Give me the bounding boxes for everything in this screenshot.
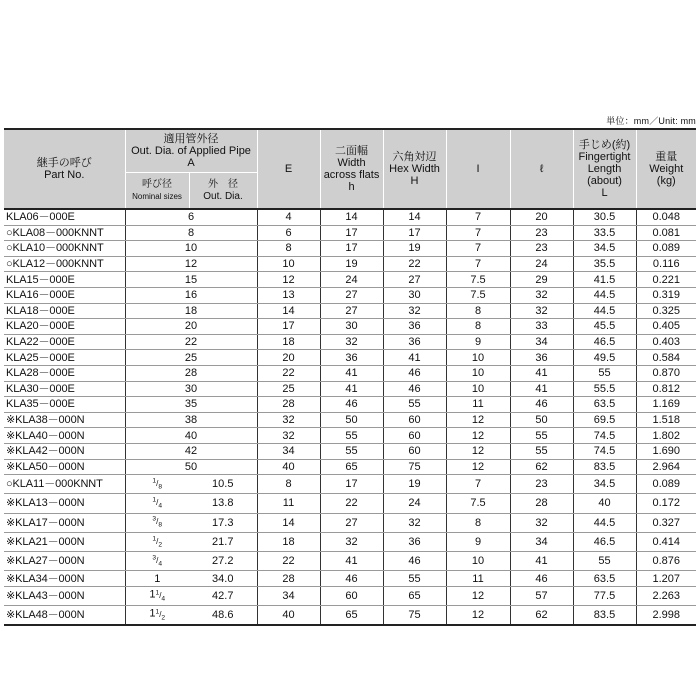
out-dia-cell: 48.6 <box>189 606 257 626</box>
part-number-cell: ※KLA43－000N <box>4 586 125 605</box>
weight-cell: 0.405 <box>636 319 696 335</box>
width-across-flats-cell: 41 <box>320 552 383 571</box>
part-number-cell: KLA06－000E <box>4 209 125 225</box>
fingertight-length-cell: 77.5 <box>573 586 636 605</box>
weight-cell: 2.964 <box>636 459 696 475</box>
fingertight-length-cell: 74.5 <box>573 443 636 459</box>
i-cell: 7 <box>446 475 510 494</box>
width-across-flats-cell: 36 <box>320 350 383 366</box>
fingertight-length-cell: 63.5 <box>573 397 636 413</box>
width-across-flats-cell: 24 <box>320 272 383 288</box>
i-cell: 10 <box>446 552 510 571</box>
ell-cell: 62 <box>510 459 573 475</box>
width-across-flats-cell: 19 <box>320 256 383 272</box>
table-row <box>4 397 696 413</box>
ell-cell: 46 <box>510 397 573 413</box>
weight-cell: 1.802 <box>636 428 696 444</box>
table-row <box>4 571 696 587</box>
header-hex-width: 六角対辺 Hex Width H <box>383 129 446 209</box>
pipe-od-cell: 42 <box>125 443 257 459</box>
weight-cell: 0.876 <box>636 552 696 571</box>
table-row <box>4 334 696 350</box>
part-number-cell: KLA22－000E <box>4 334 125 350</box>
ell-cell: 50 <box>510 412 573 428</box>
weight-cell: 2.998 <box>636 606 696 626</box>
pipe-od-cell: 35 <box>125 397 257 413</box>
e-cell: 10 <box>257 256 320 272</box>
part-number-cell: ○KLA10－000KNNT <box>4 241 125 257</box>
width-across-flats-cell: 46 <box>320 397 383 413</box>
ell-cell: 32 <box>510 513 573 532</box>
width-across-flats-cell: 65 <box>320 459 383 475</box>
ell-cell: 34 <box>510 532 573 551</box>
ell-cell: 36 <box>510 350 573 366</box>
part-number-cell: ※KLA13－000N <box>4 494 125 513</box>
pipe-od-cell: 8 <box>125 225 257 241</box>
i-cell: 12 <box>446 606 510 626</box>
ell-cell: 28 <box>510 494 573 513</box>
table-row <box>4 241 696 257</box>
hex-width-cell: 60 <box>383 428 446 444</box>
fingertight-length-cell: 55 <box>573 552 636 571</box>
spec-table <box>4 128 696 626</box>
i-cell: 9 <box>446 532 510 551</box>
i-cell: 11 <box>446 397 510 413</box>
fingertight-length-cell: 63.5 <box>573 571 636 587</box>
table-row <box>4 532 696 551</box>
part-number-cell: KLA35－000E <box>4 397 125 413</box>
fingertight-length-cell: 34.5 <box>573 241 636 257</box>
i-cell: 11 <box>446 571 510 587</box>
i-cell: 12 <box>446 412 510 428</box>
e-cell: 22 <box>257 552 320 571</box>
e-cell: 32 <box>257 428 320 444</box>
i-cell: 7.5 <box>446 272 510 288</box>
header-applied-pipe: 適用管外径 Out. Dia. of Applied Pipe A <box>125 129 257 173</box>
ell-cell: 41 <box>510 381 573 397</box>
nominal-size-cell: $^1/_4$ <box>125 494 189 513</box>
table-row <box>4 365 696 381</box>
e-cell: 22 <box>257 365 320 381</box>
weight-cell: 1.207 <box>636 571 696 587</box>
hex-width-cell: 60 <box>383 412 446 428</box>
nominal-size-cell: $1^1/_2$ <box>125 606 189 626</box>
fingertight-length-cell: 44.5 <box>573 513 636 532</box>
i-cell: 7 <box>446 256 510 272</box>
i-cell: 7.5 <box>446 494 510 513</box>
part-number-cell: KLA30－000E <box>4 381 125 397</box>
ell-cell: 23 <box>510 241 573 257</box>
table-row <box>4 381 696 397</box>
width-across-flats-cell: 41 <box>320 365 383 381</box>
fingertight-length-cell: 74.5 <box>573 428 636 444</box>
pipe-od-cell: 6 <box>125 209 257 225</box>
e-cell: 34 <box>257 443 320 459</box>
hex-width-cell: 36 <box>383 319 446 335</box>
e-cell: 11 <box>257 494 320 513</box>
table-row <box>4 287 696 303</box>
width-across-flats-cell: 41 <box>320 381 383 397</box>
part-number-cell: ○KLA08－000KNNT <box>4 225 125 241</box>
e-cell: 18 <box>257 532 320 551</box>
width-across-flats-cell: 17 <box>320 475 383 494</box>
hex-width-cell: 22 <box>383 256 446 272</box>
e-cell: 28 <box>257 571 320 587</box>
hex-width-cell: 36 <box>383 532 446 551</box>
nominal-size-cell: $^3/_4$ <box>125 552 189 571</box>
weight-cell: 0.414 <box>636 532 696 551</box>
hex-width-cell: 75 <box>383 459 446 475</box>
ell-cell: 23 <box>510 475 573 494</box>
i-cell: 7 <box>446 225 510 241</box>
hex-width-cell: 60 <box>383 443 446 459</box>
part-number-cell: KLA28－000E <box>4 365 125 381</box>
e-cell: 8 <box>257 241 320 257</box>
i-cell: 8 <box>446 303 510 319</box>
hex-width-cell: 30 <box>383 287 446 303</box>
part-number-cell: KLA20－000E <box>4 319 125 335</box>
fingertight-length-cell: 55.5 <box>573 381 636 397</box>
i-cell: 10 <box>446 365 510 381</box>
hex-width-cell: 55 <box>383 571 446 587</box>
hex-width-cell: 17 <box>383 225 446 241</box>
pipe-od-cell: 12 <box>125 256 257 272</box>
header-part-no: 継手の呼び Part No. <box>4 129 125 209</box>
table-row <box>4 272 696 288</box>
weight-cell: 0.325 <box>636 303 696 319</box>
i-cell: 12 <box>446 586 510 605</box>
pipe-od-cell: 25 <box>125 350 257 366</box>
pipe-od-cell: 28 <box>125 365 257 381</box>
width-across-flats-cell: 17 <box>320 225 383 241</box>
nominal-size-cell: $^1/_2$ <box>125 532 189 551</box>
width-across-flats-cell: 14 <box>320 209 383 225</box>
e-cell: 8 <box>257 475 320 494</box>
table-row <box>4 303 696 319</box>
header-weight: 重量 Weight (kg) <box>636 129 696 209</box>
table-row <box>4 412 696 428</box>
part-number-cell: ※KLA38－000N <box>4 412 125 428</box>
hex-width-cell: 65 <box>383 586 446 605</box>
table-row <box>4 606 696 626</box>
pipe-od-cell: 38 <box>125 412 257 428</box>
e-cell: 40 <box>257 459 320 475</box>
part-number-cell: KLA16－000E <box>4 287 125 303</box>
fingertight-length-cell: 49.5 <box>573 350 636 366</box>
part-number-cell: ※KLA40－000N <box>4 428 125 444</box>
e-cell: 12 <box>257 272 320 288</box>
i-cell: 10 <box>446 381 510 397</box>
ell-cell: 24 <box>510 256 573 272</box>
table-row <box>4 256 696 272</box>
hex-width-cell: 24 <box>383 494 446 513</box>
e-cell: 14 <box>257 513 320 532</box>
i-cell: 12 <box>446 443 510 459</box>
i-cell: 9 <box>446 334 510 350</box>
part-number-cell: ※KLA50－000N <box>4 459 125 475</box>
part-number-cell: KLA18－000E <box>4 303 125 319</box>
pipe-od-cell: 10 <box>125 241 257 257</box>
width-across-flats-cell: 60 <box>320 586 383 605</box>
fingertight-length-cell: 33.5 <box>573 225 636 241</box>
header-nominal-sizes: 呼び径 Nominal sizes <box>125 173 189 210</box>
pipe-od-cell: 22 <box>125 334 257 350</box>
fingertight-length-cell: 40 <box>573 494 636 513</box>
ell-cell: 41 <box>510 552 573 571</box>
fingertight-length-cell: 30.5 <box>573 209 636 225</box>
out-dia-cell: 13.8 <box>189 494 257 513</box>
width-across-flats-cell: 32 <box>320 532 383 551</box>
ell-cell: 55 <box>510 428 573 444</box>
part-number-cell: ○KLA12－000KNNT <box>4 256 125 272</box>
table-row <box>4 209 696 225</box>
width-across-flats-cell: 17 <box>320 241 383 257</box>
fingertight-length-cell: 45.5 <box>573 319 636 335</box>
fingertight-length-cell: 46.5 <box>573 334 636 350</box>
hex-width-cell: 46 <box>383 365 446 381</box>
table-row <box>4 494 696 513</box>
nominal-size-cell: $1^1/_4$ <box>125 586 189 605</box>
out-dia-cell: 34.0 <box>189 571 257 587</box>
i-cell: 12 <box>446 428 510 444</box>
part-number-cell: ※KLA42－000N <box>4 443 125 459</box>
weight-cell: 0.870 <box>636 365 696 381</box>
ell-cell: 46 <box>510 571 573 587</box>
table-row <box>4 513 696 532</box>
width-across-flats-cell: 22 <box>320 494 383 513</box>
header-ell: ℓ <box>510 129 573 209</box>
weight-cell: 0.812 <box>636 381 696 397</box>
hex-width-cell: 46 <box>383 552 446 571</box>
width-across-flats-cell: 27 <box>320 287 383 303</box>
part-number-cell: ※KLA27－000N <box>4 552 125 571</box>
nominal-size-cell: $^3/_8$ <box>125 513 189 532</box>
i-cell: 10 <box>446 350 510 366</box>
part-number-cell: KLA15－000E <box>4 272 125 288</box>
table-row <box>4 459 696 475</box>
table-row <box>4 552 696 571</box>
weight-cell: 0.172 <box>636 494 696 513</box>
i-cell: 8 <box>446 513 510 532</box>
e-cell: 13 <box>257 287 320 303</box>
out-dia-cell: 17.3 <box>189 513 257 532</box>
part-number-cell: ○KLA11－000KNNT <box>4 475 125 494</box>
part-number-cell: ※KLA17－000N <box>4 513 125 532</box>
weight-cell: 1.169 <box>636 397 696 413</box>
e-cell: 17 <box>257 319 320 335</box>
nominal-size-cell: 1 <box>125 571 189 587</box>
fingertight-length-cell: 83.5 <box>573 459 636 475</box>
e-cell: 20 <box>257 350 320 366</box>
weight-cell: 0.116 <box>636 256 696 272</box>
header-i: I <box>446 129 510 209</box>
fingertight-length-cell: 34.5 <box>573 475 636 494</box>
fingertight-length-cell: 69.5 <box>573 412 636 428</box>
weight-cell: 0.221 <box>636 272 696 288</box>
table-row <box>4 443 696 459</box>
hex-width-cell: 75 <box>383 606 446 626</box>
ell-cell: 32 <box>510 287 573 303</box>
part-number-cell: ※KLA34－000N <box>4 571 125 587</box>
hex-width-cell: 19 <box>383 475 446 494</box>
hex-width-cell: 41 <box>383 350 446 366</box>
weight-cell: 2.263 <box>636 586 696 605</box>
ell-cell: 32 <box>510 303 573 319</box>
weight-cell: 0.327 <box>636 513 696 532</box>
table-row <box>4 350 696 366</box>
ell-cell: 62 <box>510 606 573 626</box>
e-cell: 14 <box>257 303 320 319</box>
fingertight-length-cell: 35.5 <box>573 256 636 272</box>
hex-width-cell: 14 <box>383 209 446 225</box>
weight-cell: 1.690 <box>636 443 696 459</box>
header-e: E <box>257 129 320 209</box>
ell-cell: 20 <box>510 209 573 225</box>
hex-width-cell: 32 <box>383 513 446 532</box>
width-across-flats-cell: 30 <box>320 319 383 335</box>
weight-cell: 0.081 <box>636 225 696 241</box>
hex-width-cell: 46 <box>383 381 446 397</box>
fingertight-length-cell: 44.5 <box>573 303 636 319</box>
e-cell: 6 <box>257 225 320 241</box>
header-out-dia: 外 径 Out. Dia. <box>189 173 257 210</box>
width-across-flats-cell: 27 <box>320 513 383 532</box>
pipe-od-cell: 40 <box>125 428 257 444</box>
i-cell: 12 <box>446 459 510 475</box>
fingertight-length-cell: 41.5 <box>573 272 636 288</box>
out-dia-cell: 42.7 <box>189 586 257 605</box>
ell-cell: 55 <box>510 443 573 459</box>
table-row <box>4 225 696 241</box>
table-row <box>4 586 696 605</box>
weight-cell: 1.518 <box>636 412 696 428</box>
pipe-od-cell: 20 <box>125 319 257 335</box>
header-fingertight-length: 手じめ(約) Fingertight Length (about) L <box>573 129 636 209</box>
pipe-od-cell: 18 <box>125 303 257 319</box>
unit-label: 単位：mm／Unit: mm <box>606 116 696 126</box>
e-cell: 25 <box>257 381 320 397</box>
width-across-flats-cell: 32 <box>320 334 383 350</box>
e-cell: 4 <box>257 209 320 225</box>
fingertight-length-cell: 55 <box>573 365 636 381</box>
width-across-flats-cell: 65 <box>320 606 383 626</box>
fingertight-length-cell: 46.5 <box>573 532 636 551</box>
pipe-od-cell: 15 <box>125 272 257 288</box>
hex-width-cell: 36 <box>383 334 446 350</box>
hex-width-cell: 27 <box>383 272 446 288</box>
ell-cell: 23 <box>510 225 573 241</box>
e-cell: 40 <box>257 606 320 626</box>
ell-cell: 29 <box>510 272 573 288</box>
ell-cell: 34 <box>510 334 573 350</box>
pipe-od-cell: 16 <box>125 287 257 303</box>
nominal-size-cell: $^1/_8$ <box>125 475 189 494</box>
part-number-cell: ※KLA21－000N <box>4 532 125 551</box>
fingertight-length-cell: 44.5 <box>573 287 636 303</box>
i-cell: 7 <box>446 241 510 257</box>
part-number-cell: KLA25－000E <box>4 350 125 366</box>
spec-table-body <box>4 209 696 625</box>
width-across-flats-cell: 50 <box>320 412 383 428</box>
weight-cell: 0.319 <box>636 287 696 303</box>
fingertight-length-cell: 83.5 <box>573 606 636 626</box>
hex-width-cell: 55 <box>383 397 446 413</box>
e-cell: 34 <box>257 586 320 605</box>
out-dia-cell: 10.5 <box>189 475 257 494</box>
e-cell: 32 <box>257 412 320 428</box>
i-cell: 8 <box>446 319 510 335</box>
i-cell: 7.5 <box>446 287 510 303</box>
ell-cell: 41 <box>510 365 573 381</box>
weight-cell: 0.048 <box>636 209 696 225</box>
table-row <box>4 428 696 444</box>
pipe-od-cell: 50 <box>125 459 257 475</box>
width-across-flats-cell: 55 <box>320 428 383 444</box>
hex-width-cell: 32 <box>383 303 446 319</box>
weight-cell: 0.089 <box>636 241 696 257</box>
header-width-across-flats: 二面幅 Width across flats h <box>320 129 383 209</box>
weight-cell: 0.403 <box>636 334 696 350</box>
ell-cell: 57 <box>510 586 573 605</box>
e-cell: 28 <box>257 397 320 413</box>
width-across-flats-cell: 46 <box>320 571 383 587</box>
out-dia-cell: 27.2 <box>189 552 257 571</box>
weight-cell: 0.089 <box>636 475 696 494</box>
width-across-flats-cell: 27 <box>320 303 383 319</box>
out-dia-cell: 21.7 <box>189 532 257 551</box>
width-across-flats-cell: 55 <box>320 443 383 459</box>
table-row <box>4 319 696 335</box>
e-cell: 18 <box>257 334 320 350</box>
pipe-od-cell: 30 <box>125 381 257 397</box>
ell-cell: 33 <box>510 319 573 335</box>
hex-width-cell: 19 <box>383 241 446 257</box>
part-number-cell: ※KLA48－000N <box>4 606 125 626</box>
table-row <box>4 475 696 494</box>
i-cell: 7 <box>446 209 510 225</box>
weight-cell: 0.584 <box>636 350 696 366</box>
